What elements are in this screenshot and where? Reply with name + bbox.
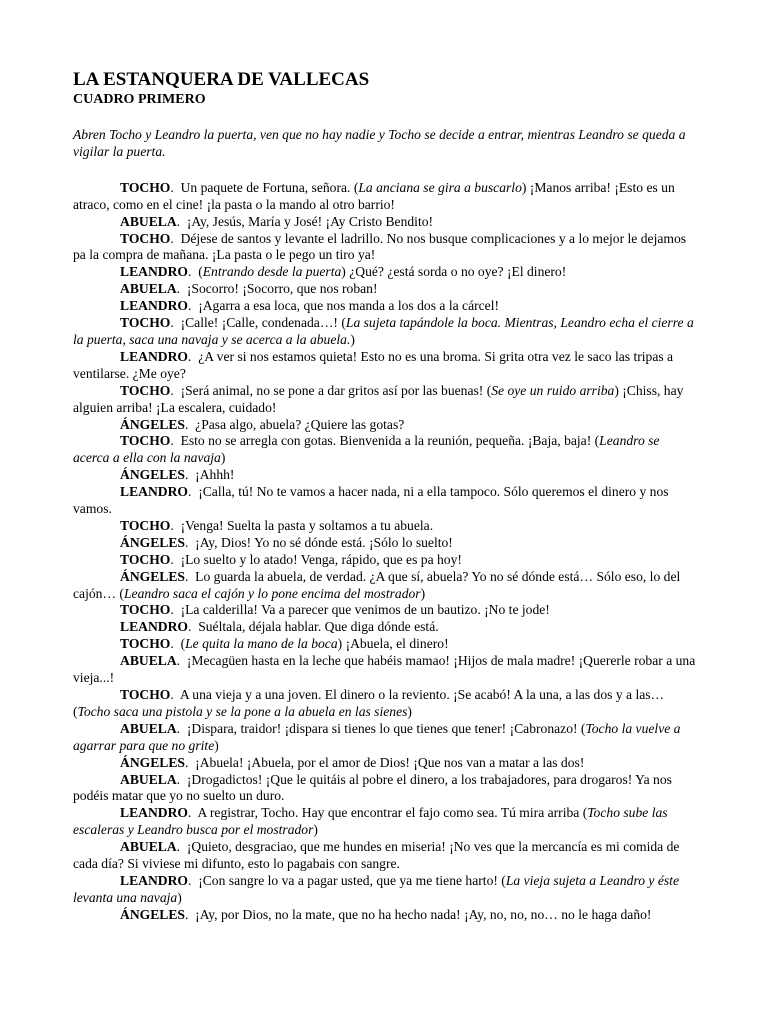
dialogue-text: Suéltala, déjala hablar. Que diga dónde está. xyxy=(198,619,439,635)
dialogue-text: ¡Ahhh! xyxy=(195,467,235,483)
speaker-name: LEANDRO xyxy=(120,298,188,314)
speaker-name: ABUELA xyxy=(120,213,177,229)
speaker-name: TOCHO xyxy=(120,315,171,331)
speaker-name: LEANDRO xyxy=(120,872,188,888)
dialogue-line: TOCHO. ¡Calle! ¡Calle, condenada…! (La sujeta tapándole la boca. Mientras, Leandro echa el cierre a la puerta, saca una navaja y se acerca a la abuela.) xyxy=(73,315,694,347)
stage-direction-text: La sujeta tapándole la boca. Mientras, Leandro echa el cierre a la puerta, saca una navaja y se acerca a la abuela. xyxy=(73,315,694,347)
dialogue-line: TOCHO. ¡Lo suelto y lo atado! Venga, rápido, que es pa hoy! xyxy=(120,551,462,567)
dialogue-line: TOCHO. A una vieja y a una joven. El dinero o la reviento. ¡Se acabó! A la una, a las dos y a las… (Tocho saca una pistola y se la pone a la abuela en las sienes) xyxy=(73,687,665,719)
dialogue-text: ¡Quieto, desgraciao, que me hundes en miseria! ¡No ves que la mercancía es mi comida de cada día? Si viviese mi difunto, esto lo pagabais con sangre. xyxy=(73,839,680,872)
dialogue-line: LEANDRO. ¡Calla, tú! No te vamos a hacer nada, ni a ella tampoco. Sólo queremos el dinero y nos vamos. xyxy=(73,484,669,517)
speaker-name: ABUELA xyxy=(120,771,177,787)
dialogue-line: TOCHO. ¡Será animal, no se pone a dar gritos así por las buenas! (Se oye un ruido arriba) ¡Chiss, hay alguien arriba! ¡La escalera, cuidado! xyxy=(73,382,684,415)
dialogue-text: ¡Abuela! ¡Abuela, por el amor de Dios! ¡Que nos van a matar a las dos! xyxy=(195,754,585,770)
document-page xyxy=(73,69,698,924)
dialogue-line: ÁNGELES. ¡Ahhh! xyxy=(120,467,235,483)
scene-title: CUADRO PRIMERO xyxy=(73,92,206,107)
speaker-name: ÁNGELES xyxy=(120,416,185,432)
speaker-name: TOCHO xyxy=(120,551,171,567)
dialogue-line: LEANDRO. Suéltala, déjala hablar. Que diga dónde está. xyxy=(120,619,439,635)
speaker-name: LEANDRO xyxy=(120,484,188,500)
opening-stage-direction: Abren Tocho y Leandro la puerta, ven que no hay nadie y Tocho se decide a entrar, mientras Leandro se queda a vigilar la puerta. xyxy=(73,127,686,159)
dialogue-line: ABUELA. ¡Socorro! ¡Socorro, que nos roban! xyxy=(120,281,378,297)
dialogue-line: TOCHO. ¡Venga! Suelta la pasta y soltamos a tu abuela. xyxy=(120,517,434,533)
stage-direction-text: Leandro se acerca a ella con la navaja xyxy=(73,433,660,466)
dialogue-text: ¡Calle! ¡Calle, condenada…! ( xyxy=(180,315,346,331)
speaker-name: ÁNGELES xyxy=(120,906,185,922)
dialogue-text: ¡La calderilla! Va a parecer que venimos de un bautizo. ¡No te jode! xyxy=(180,602,550,618)
dialogue-text: ¡Agarra a esa loca, que nos manda a los dos a la cárcel! xyxy=(198,298,499,314)
dialogue-line: TOCHO. Déjese de santos y levante el ladrillo. No nos busque complicaciones y a lo mejor le dejamos pa la compra de mañana. ¡La pasta o le pego un tiro ya! xyxy=(73,230,687,263)
dialogue-line: ABUELA. ¡Quieto, desgraciao, que me hundes en miseria! ¡No ves que la mercancía es mi comida de cada día? Si viviese mi difunto, esto lo pagabais con sangre. xyxy=(73,839,680,872)
speaker-name: ÁNGELES xyxy=(120,467,185,483)
dialogue-text: ( xyxy=(198,264,203,280)
dialogue-line: ABUELA. ¡Mecagüen hasta en la leche que habéis mamao! ¡Hijos de mala madre! ¡Quererle robar a una vieja...! xyxy=(73,653,696,686)
dialogue-text: ) ¡Manos arriba! ¡Esto es un atraco, como en el cine! ¡la pasta o la mando al otro barrio! xyxy=(73,179,675,212)
dialogue-text: ¡Mecagüen hasta en la leche que habéis mamao! ¡Hijos de mala madre! ¡Quererle robar a una vieja...! xyxy=(73,653,696,686)
dialogue-text: ) xyxy=(220,450,226,466)
stage-direction-text: Tocho sube las escaleras y Leandro busca por el mostrador xyxy=(73,805,668,838)
dialogue-text: Esto no se arregla con gotas. Bienvenida a la reunión, pequeña. ¡Baja, baja! ( xyxy=(180,433,600,449)
dialogue-text: Déjese de santos y levante el ladrillo. No nos busque complicaciones y a lo mejor le dejamos pa la compra de mañana. ¡La pasta o le pego un tiro ya! xyxy=(73,230,687,263)
dialogue-text: A una vieja y a una joven. El dinero o la reviento. ¡Se acabó! A la una, a las dos y a las… ( xyxy=(73,687,665,719)
dialogue-text: ) xyxy=(350,331,355,347)
speaker-name: TOCHO xyxy=(120,687,171,702)
speaker-name: ÁNGELES xyxy=(120,534,185,550)
stage-direction-text: Le quita la mano de la boca xyxy=(185,636,338,652)
dialogue-text: ) xyxy=(177,889,182,905)
stage-direction-text: Entrando desde la puerta xyxy=(202,264,342,280)
dialogue-text: Un paquete de Fortuna, señora. ( xyxy=(180,179,359,195)
dialogue-line: LEANDRO. ¿A ver si nos estamos quieta! Esto no es una broma. Si grita otra vez le saco las tripas a ventilarse. ¿Me oye? xyxy=(73,348,674,381)
dialogue-line: ÁNGELES. ¡Ay, por Dios, no la mate, que no ha hecho nada! ¡Ay, no, no, no… no le haga daño! xyxy=(120,906,652,922)
stage-direction-text: La anciana se gira a buscarlo xyxy=(358,179,522,195)
dialogue-text: ) xyxy=(407,703,412,719)
dialogue-line: TOCHO. ¡La calderilla! Va a parecer que venimos de un bautizo. ¡No te jode! xyxy=(120,602,550,618)
dialogue-line: ABUELA. ¡Ay, Jesús, María y José! ¡Ay Cristo Bendito! xyxy=(120,213,434,229)
dialogue-text: ¡Ay, Jesús, María y José! ¡Ay Cristo Bendito! xyxy=(186,213,434,229)
dialogue-line: LEANDRO. A registrar, Tocho. Hay que encontrar el fajo como sea. Tú mira arriba (Tocho sube las escaleras y Leandro busca por el mostrador) xyxy=(73,805,668,838)
speaker-name: TOCHO xyxy=(120,433,171,449)
speaker-name: LEANDRO xyxy=(120,619,188,635)
dialogue-text: ¡Lo suelto y lo atado! Venga, rápido, que es pa hoy! xyxy=(180,551,462,567)
speaker-name: TOCHO xyxy=(120,636,171,652)
speaker-name: LEANDRO xyxy=(120,348,188,364)
dialogue-line: TOCHO. (Le quita la mano de la boca) ¡Abuela, el dinero! xyxy=(120,636,449,652)
dialogue-text: ) xyxy=(420,585,426,601)
dialogue-text: ¡Socorro! ¡Socorro, que nos roban! xyxy=(186,281,378,297)
dialogue-text: ( xyxy=(180,636,186,652)
speaker-name: ÁNGELES xyxy=(120,754,185,770)
dialogue-text: ) ¡Abuela, el dinero! xyxy=(337,636,449,652)
dialogue-text: ) xyxy=(214,737,219,753)
speaker-name: TOCHO xyxy=(120,602,171,618)
dialogue xyxy=(73,180,698,924)
dialogue-text: ¡Con sangre lo va a pagar usted, que ya me tiene harto! ( xyxy=(198,872,506,888)
dialogue-line: ABUELA. ¡Drogadictos! ¡Que le quitáis al pobre el dinero, a los trabajadores, para drogaros! Ya nos podéis matar que yo no suelto un duro. xyxy=(73,771,672,804)
speaker-name: ÁNGELES xyxy=(120,568,185,584)
dialogue-text: Lo guarda la abuela, de verdad. ¿A que sí, abuela? Yo no sé dónde está… Sólo eso, lo del cajón… ( xyxy=(73,568,681,601)
dialogue-text: ¡Será animal, no se pone a dar gritos así por las buenas! ( xyxy=(180,382,492,398)
dialogue-line: ÁNGELES. ¡Ay, Dios! Yo no sé dónde está. ¡Sólo lo suelto! xyxy=(120,534,453,550)
speaker-name: ABUELA xyxy=(120,653,177,669)
speaker-name: LEANDRO xyxy=(120,264,188,280)
stage-direction-text: Tocho la vuelve a agarrar para que no grite xyxy=(73,720,681,753)
speaker-name: ABUELA xyxy=(120,720,177,736)
dialogue-line: ABUELA. ¡Dispara, traidor! ¡dispara si tienes lo que tienes que tener! ¡Cabronazo! (Tocho la vuelve a agarrar para que no grite) xyxy=(73,720,681,753)
dialogue-line: TOCHO. Esto no se arregla con gotas. Bienvenida a la reunión, pequeña. ¡Baja, baja! (Leandro se acerca a ella con la navaja) xyxy=(73,433,660,466)
stage-direction-text: Se oye un ruido arriba xyxy=(491,382,615,398)
dialogue-line: ÁNGELES. Lo guarda la abuela, de verdad. ¿A que sí, abuela? Yo no sé dónde está… Sólo eso, lo del cajón… (Leandro saca el cajón y lo pone encima del mostrador) xyxy=(73,568,681,601)
dialogue-line: ÁNGELES. ¿Pasa algo, abuela? ¿Quiere las gotas? xyxy=(120,416,405,432)
dialogue-text: ) ¿Qué? ¿está sorda o no oye? ¡El dinero! xyxy=(341,264,567,280)
speaker-name: TOCHO xyxy=(120,517,171,533)
speaker-name: TOCHO xyxy=(120,179,171,195)
stage-direction-text: Leandro saca el cajón y lo pone encima del mostrador xyxy=(123,585,421,601)
dialogue-text: ¡Venga! Suelta la pasta y soltamos a tu abuela. xyxy=(180,517,434,533)
dialogue-line: TOCHO. Un paquete de Fortuna, señora. (La anciana se gira a buscarlo) ¡Manos arriba! ¡Esto es un atraco, como en el cine! ¡la pasta o la mando al otro barrio! xyxy=(73,179,675,212)
dialogue-text: ¡Calla, tú! No te vamos a hacer nada, ni a ella tampoco. Sólo queremos el dinero y nos vamos. xyxy=(73,484,669,517)
dialogue-text: ¡Ay, por Dios, no la mate, que no ha hecho nada! ¡Ay, no, no, no… no le haga daño! xyxy=(195,906,652,922)
dialogue-text: A registrar, Tocho. Hay que encontrar el fajo como sea. Tú mira arriba ( xyxy=(197,805,588,821)
dialogue-line: ÁNGELES. ¡Abuela! ¡Abuela, por el amor de Dios! ¡Que nos van a matar a las dos! xyxy=(120,754,585,770)
dialogue-text: ¡Ay, Dios! Yo no sé dónde está. ¡Sólo lo suelto! xyxy=(195,534,453,550)
speaker-name: TOCHO xyxy=(120,230,171,246)
dialogue-text: ¿A ver si nos estamos quieta! Esto no es una broma. Si grita otra vez le saco las tripas a ventilarse. ¿Me oye? xyxy=(73,348,674,381)
stage-direction-text: La vieja sujeta a Leandro y éste levanta una navaja xyxy=(73,872,679,905)
dialogue-text: ¡Dispara, traidor! ¡dispara si tienes lo que tienes que tener! ¡Cabronazo! ( xyxy=(186,720,586,736)
speaker-name: ABUELA xyxy=(120,281,177,297)
stage-direction-text: Tocho saca una pistola y se la pone a la abuela en las sienes xyxy=(77,703,408,719)
speaker-name: ABUELA xyxy=(120,839,177,855)
dialogue-text: ¿Pasa algo, abuela? ¿Quiere las gotas? xyxy=(195,416,405,432)
dialogue-text: ) ¡Chiss, hay alguien arriba! ¡La escalera, cuidado! xyxy=(73,382,684,415)
speaker-name: LEANDRO xyxy=(120,805,188,821)
dialogue-line: LEANDRO. ¡Agarra a esa loca, que nos manda a los dos a la cárcel! xyxy=(120,298,499,314)
dialogue-line: LEANDRO. ¡Con sangre lo va a pagar usted, que ya me tiene harto! (La vieja sujeta a Leandro y éste levanta una navaja) xyxy=(73,872,679,905)
dialogue-line: LEANDRO. (Entrando desde la puerta) ¿Qué? ¿está sorda o no oye? ¡El dinero! xyxy=(120,264,567,280)
dialogue-text: ¡Drogadictos! ¡Que le quitáis al pobre el dinero, a los trabajadores, para drogaros! Ya nos podéis matar que yo no suelto un duro. xyxy=(73,771,672,804)
play-title: LA ESTANQUERA DE VALLECAS xyxy=(73,69,370,90)
speaker-name: TOCHO xyxy=(120,382,171,398)
dialogue-text: ) xyxy=(313,822,318,838)
